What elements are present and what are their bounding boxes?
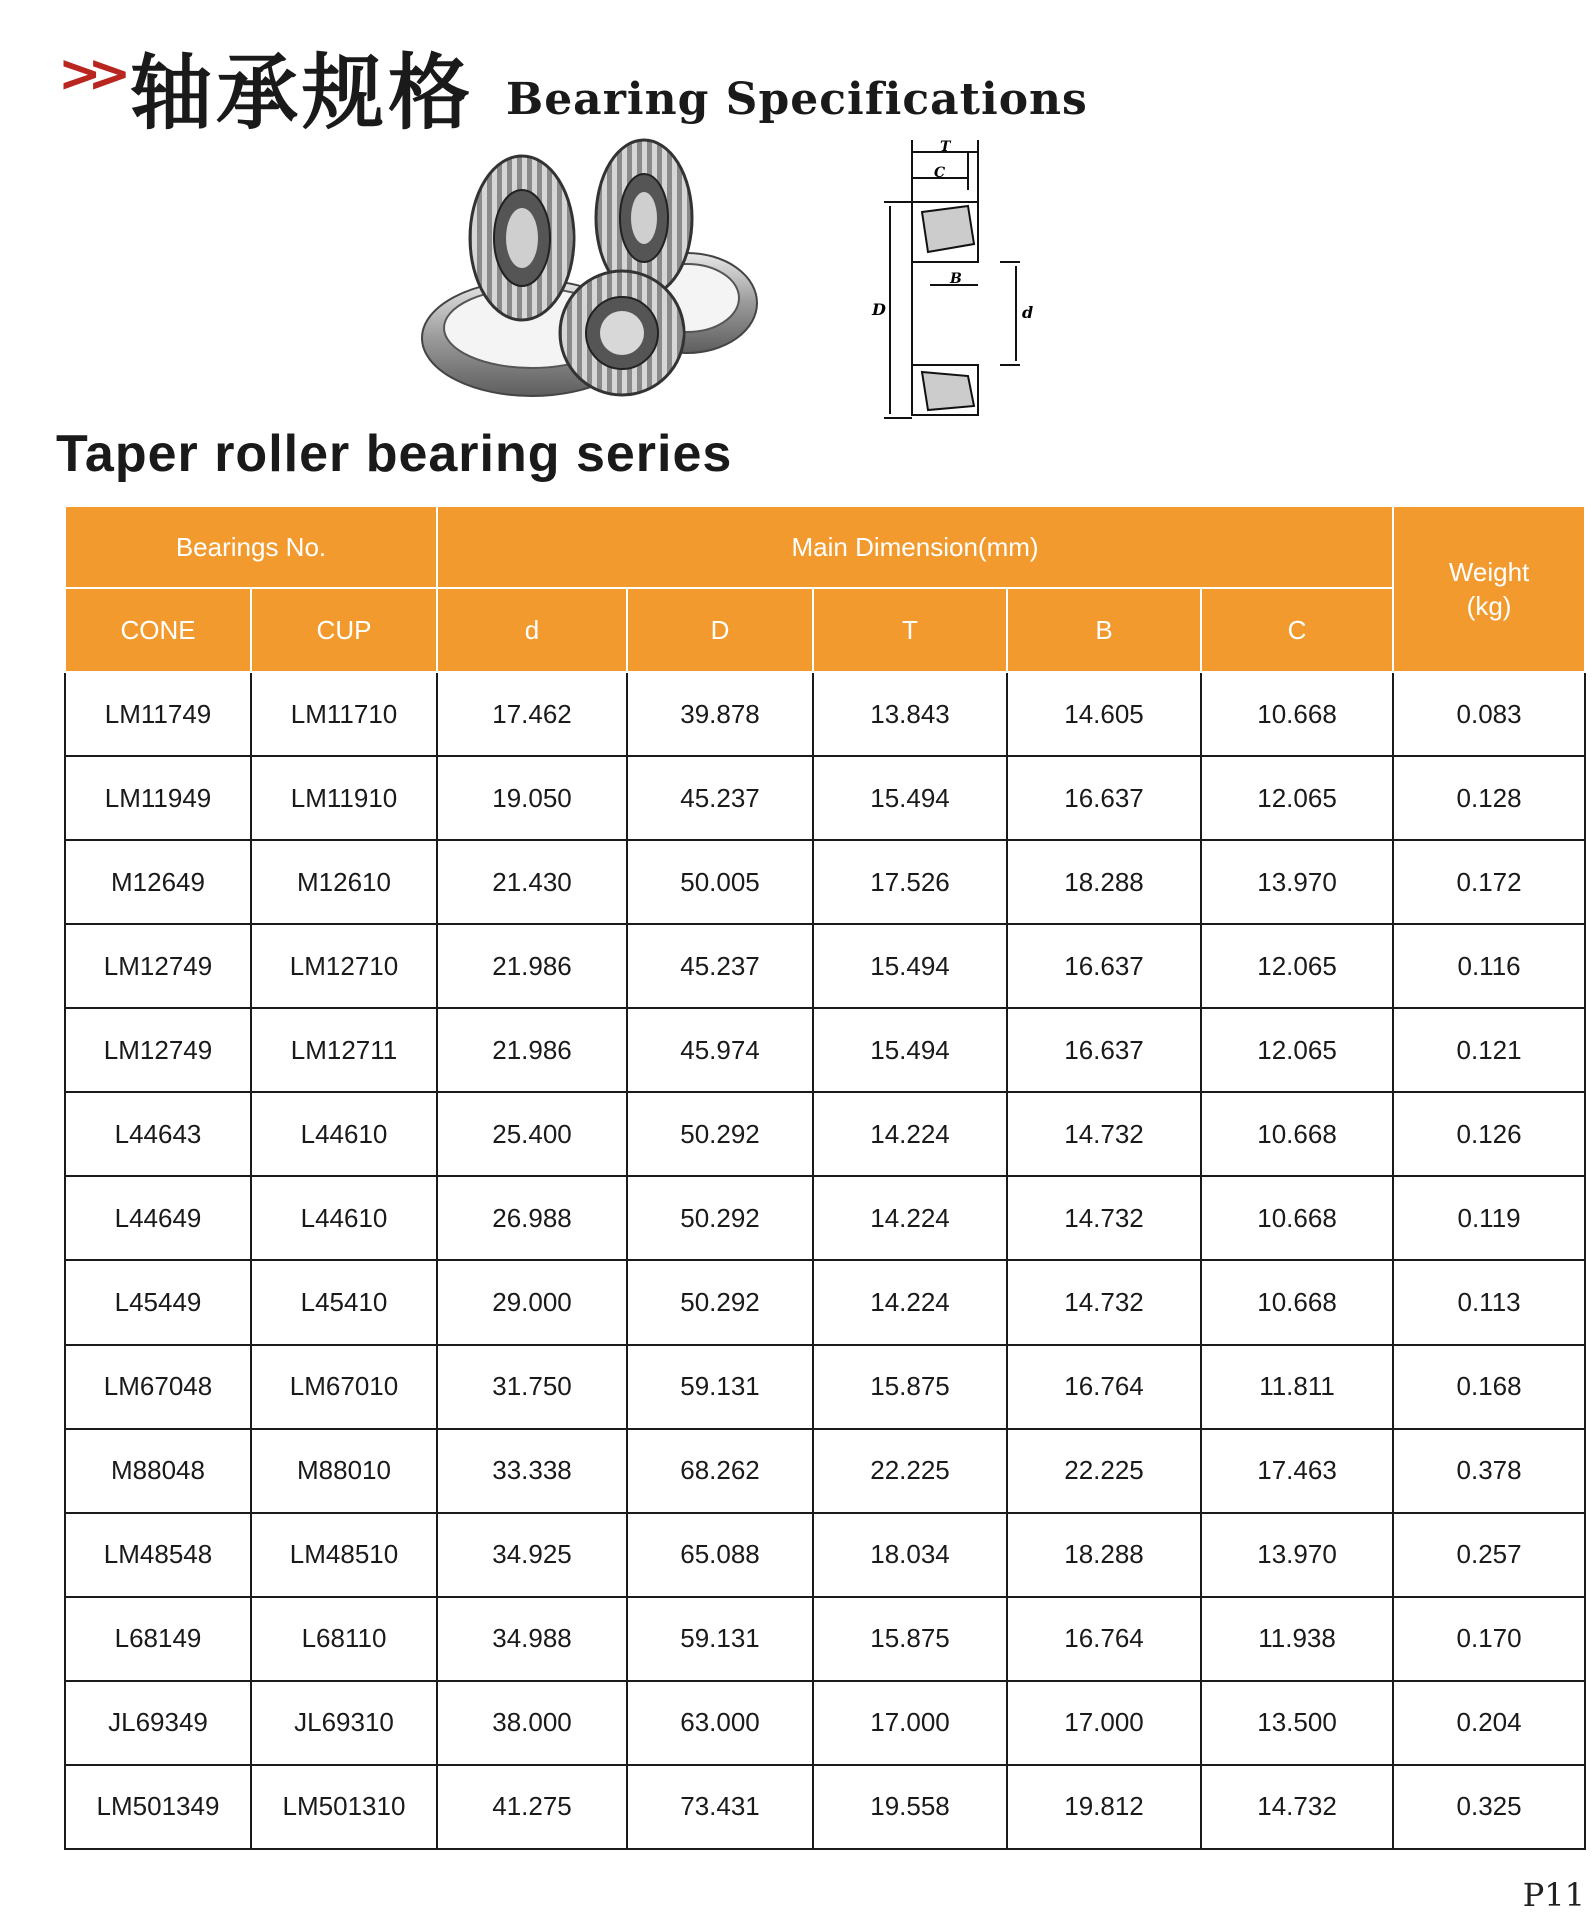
cell-cone: LM12749: [65, 1008, 251, 1092]
label-D: D: [872, 300, 886, 319]
cell-width-t: 15.494: [813, 1008, 1007, 1092]
cell-width-c: 12.065: [1201, 924, 1393, 1008]
cell-outer-d: 50.292: [627, 1176, 813, 1260]
cell-width-b: 14.732: [1007, 1260, 1201, 1344]
header-main-dimension: Main Dimension(mm): [437, 506, 1393, 588]
label-d: d: [1022, 303, 1034, 322]
table-row: [65, 1429, 1585, 1513]
column-header-c: C: [1201, 588, 1393, 672]
cell-width-t: 22.225: [813, 1429, 1007, 1513]
cell-width-t: 15.494: [813, 924, 1007, 1008]
table-row: [65, 924, 1585, 1008]
cell-outer-d: 45.237: [627, 924, 813, 1008]
cell-bore-d: 34.988: [437, 1597, 627, 1681]
cell-weight: 0.121: [1393, 1008, 1585, 1092]
table-row: [65, 1260, 1585, 1344]
cell-weight: 0.172: [1393, 840, 1585, 924]
column-header-d-inner: d: [437, 588, 627, 672]
cell-cup: LM12710: [251, 924, 437, 1008]
column-header-cup: CUP: [251, 588, 437, 672]
cell-weight: 0.126: [1393, 1092, 1585, 1176]
cell-weight: 0.113: [1393, 1260, 1585, 1344]
cell-bore-d: 41.275: [437, 1765, 627, 1849]
cell-outer-d: 45.237: [627, 756, 813, 840]
cell-cup: LM48510: [251, 1513, 437, 1597]
cell-bore-d: 17.462: [437, 672, 627, 756]
cell-outer-d: 59.131: [627, 1345, 813, 1429]
column-header-cone: CONE: [65, 588, 251, 672]
table-row: [65, 840, 1585, 924]
cell-weight: 0.204: [1393, 1681, 1585, 1765]
cell-width-b: 14.732: [1007, 1176, 1201, 1260]
cell-cup: L45410: [251, 1260, 437, 1344]
bearing-cross-section-diagram: [870, 140, 1040, 420]
cell-outer-d: 50.292: [627, 1260, 813, 1344]
cell-cup: LM67010: [251, 1345, 437, 1429]
cell-cup: L44610: [251, 1092, 437, 1176]
cell-cup: LM501310: [251, 1765, 437, 1849]
cell-outer-d: 68.262: [627, 1429, 813, 1513]
cell-cup: M88010: [251, 1429, 437, 1513]
cell-cone: JL69349: [65, 1681, 251, 1765]
cell-cup: LM11910: [251, 756, 437, 840]
cell-weight: 0.128: [1393, 756, 1585, 840]
table-row: [65, 1597, 1585, 1681]
english-title: Bearing Specifications: [506, 74, 1088, 125]
cell-cup: LM12711: [251, 1008, 437, 1092]
cell-width-b: 16.637: [1007, 1008, 1201, 1092]
table-row: [65, 1681, 1585, 1765]
cell-bore-d: 29.000: [437, 1260, 627, 1344]
cell-width-t: 14.224: [813, 1092, 1007, 1176]
cell-cone: L68149: [65, 1597, 251, 1681]
cell-width-b: 16.764: [1007, 1597, 1201, 1681]
cell-outer-d: 73.431: [627, 1765, 813, 1849]
cell-width-t: 14.224: [813, 1260, 1007, 1344]
cell-width-c: 10.668: [1201, 672, 1393, 756]
cell-bore-d: 21.430: [437, 840, 627, 924]
cell-bore-d: 34.925: [437, 1513, 627, 1597]
cell-weight: 0.170: [1393, 1597, 1585, 1681]
column-header-b: B: [1007, 588, 1201, 672]
cell-outer-d: 50.005: [627, 840, 813, 924]
cell-cone: L44643: [65, 1092, 251, 1176]
cell-width-b: 14.732: [1007, 1092, 1201, 1176]
header-bearings-no: Bearings No.: [65, 506, 437, 588]
cell-width-t: 15.494: [813, 756, 1007, 840]
cell-width-b: 22.225: [1007, 1429, 1201, 1513]
cell-bore-d: 26.988: [437, 1176, 627, 1260]
cell-cone: L45449: [65, 1260, 251, 1344]
cell-outer-d: 63.000: [627, 1681, 813, 1765]
cell-width-c: 17.463: [1201, 1429, 1393, 1513]
double-chevron-icon: >>: [58, 44, 118, 104]
cell-bore-d: 21.986: [437, 924, 627, 1008]
cell-width-b: 16.764: [1007, 1345, 1201, 1429]
cell-width-b: 16.637: [1007, 756, 1201, 840]
cell-bore-d: 31.750: [437, 1345, 627, 1429]
label-C: C: [934, 165, 946, 181]
table-row: [65, 1008, 1585, 1092]
cell-outer-d: 50.292: [627, 1092, 813, 1176]
label-T: T: [940, 140, 951, 155]
cell-cone: M88048: [65, 1429, 251, 1513]
cell-outer-d: 39.878: [627, 672, 813, 756]
cell-width-t: 15.875: [813, 1345, 1007, 1429]
cell-cone: LM11949: [65, 756, 251, 840]
cell-width-t: 17.526: [813, 840, 1007, 924]
cell-width-b: 18.288: [1007, 1513, 1201, 1597]
cell-width-b: 18.288: [1007, 840, 1201, 924]
cell-width-c: 12.065: [1201, 1008, 1393, 1092]
cell-width-c: 11.938: [1201, 1597, 1393, 1681]
cell-width-b: 14.605: [1007, 672, 1201, 756]
cell-cone: LM67048: [65, 1345, 251, 1429]
cell-weight: 0.116: [1393, 924, 1585, 1008]
cell-weight: 0.083: [1393, 672, 1585, 756]
cell-weight: 0.325: [1393, 1765, 1585, 1849]
cell-width-b: 17.000: [1007, 1681, 1201, 1765]
cell-cup: L68110: [251, 1597, 437, 1681]
cell-width-c: 10.668: [1201, 1260, 1393, 1344]
cell-cone: LM501349: [65, 1765, 251, 1849]
column-header-d-outer: D: [627, 588, 813, 672]
cell-bore-d: 25.400: [437, 1092, 627, 1176]
cell-width-c: 10.668: [1201, 1176, 1393, 1260]
cell-bore-d: 38.000: [437, 1681, 627, 1765]
cell-width-t: 14.224: [813, 1176, 1007, 1260]
cell-width-t: 15.875: [813, 1597, 1007, 1681]
cell-width-c: 13.500: [1201, 1681, 1393, 1765]
cell-cone: L44649: [65, 1176, 251, 1260]
spec-table-body: [65, 672, 1585, 1849]
table-row: [65, 1176, 1585, 1260]
chinese-title: 轴承规格: [130, 46, 475, 141]
cell-width-t: 19.558: [813, 1765, 1007, 1849]
cell-cup: JL69310: [251, 1681, 437, 1765]
cell-width-c: 12.065: [1201, 756, 1393, 840]
column-header-t: T: [813, 588, 1007, 672]
cell-width-c: 13.970: [1201, 1513, 1393, 1597]
cell-cup: L44610: [251, 1176, 437, 1260]
table-row: [65, 672, 1585, 756]
cell-width-b: 19.812: [1007, 1765, 1201, 1849]
cell-outer-d: 65.088: [627, 1513, 813, 1597]
label-B: B: [950, 271, 962, 287]
cell-width-c: 13.970: [1201, 840, 1393, 924]
cell-width-c: 10.668: [1201, 1092, 1393, 1176]
cell-weight: 0.378: [1393, 1429, 1585, 1513]
cell-weight: 0.168: [1393, 1345, 1585, 1429]
cell-weight: 0.119: [1393, 1176, 1585, 1260]
cell-width-c: 11.811: [1201, 1345, 1393, 1429]
table-row: [65, 756, 1585, 840]
header-weight-label: Weight: [1448, 557, 1530, 587]
table-row: [65, 1092, 1585, 1176]
cell-width-t: 18.034: [813, 1513, 1007, 1597]
cell-cone: LM12749: [65, 924, 251, 1008]
cell-bore-d: 21.986: [437, 1008, 627, 1092]
cell-bore-d: 33.338: [437, 1429, 627, 1513]
cell-width-c: 14.732: [1201, 1765, 1393, 1849]
cell-cup: LM11710: [251, 672, 437, 756]
cell-cone: M12649: [65, 840, 251, 924]
cell-width-t: 13.843: [813, 672, 1007, 756]
table-row: [65, 1345, 1585, 1429]
cell-weight: 0.257: [1393, 1513, 1585, 1597]
cell-cup: M12610: [251, 840, 437, 924]
header-weight: [1393, 506, 1585, 672]
bearing-photo: [412, 138, 772, 428]
series-title: Taper roller bearing series: [56, 425, 733, 483]
table-row: [65, 1513, 1585, 1597]
cell-cone: LM48548: [65, 1513, 251, 1597]
table-row: [65, 1765, 1585, 1849]
cell-outer-d: 45.974: [627, 1008, 813, 1092]
header-weight-unit: (kg): [1466, 591, 1512, 621]
cell-cone: LM11749: [65, 672, 251, 756]
cell-outer-d: 59.131: [627, 1597, 813, 1681]
spec-table: [64, 505, 1586, 1850]
cell-bore-d: 19.050: [437, 756, 627, 840]
cell-width-t: 17.000: [813, 1681, 1007, 1765]
cell-width-b: 16.637: [1007, 924, 1201, 1008]
page-number: P11: [1522, 1876, 1585, 1914]
